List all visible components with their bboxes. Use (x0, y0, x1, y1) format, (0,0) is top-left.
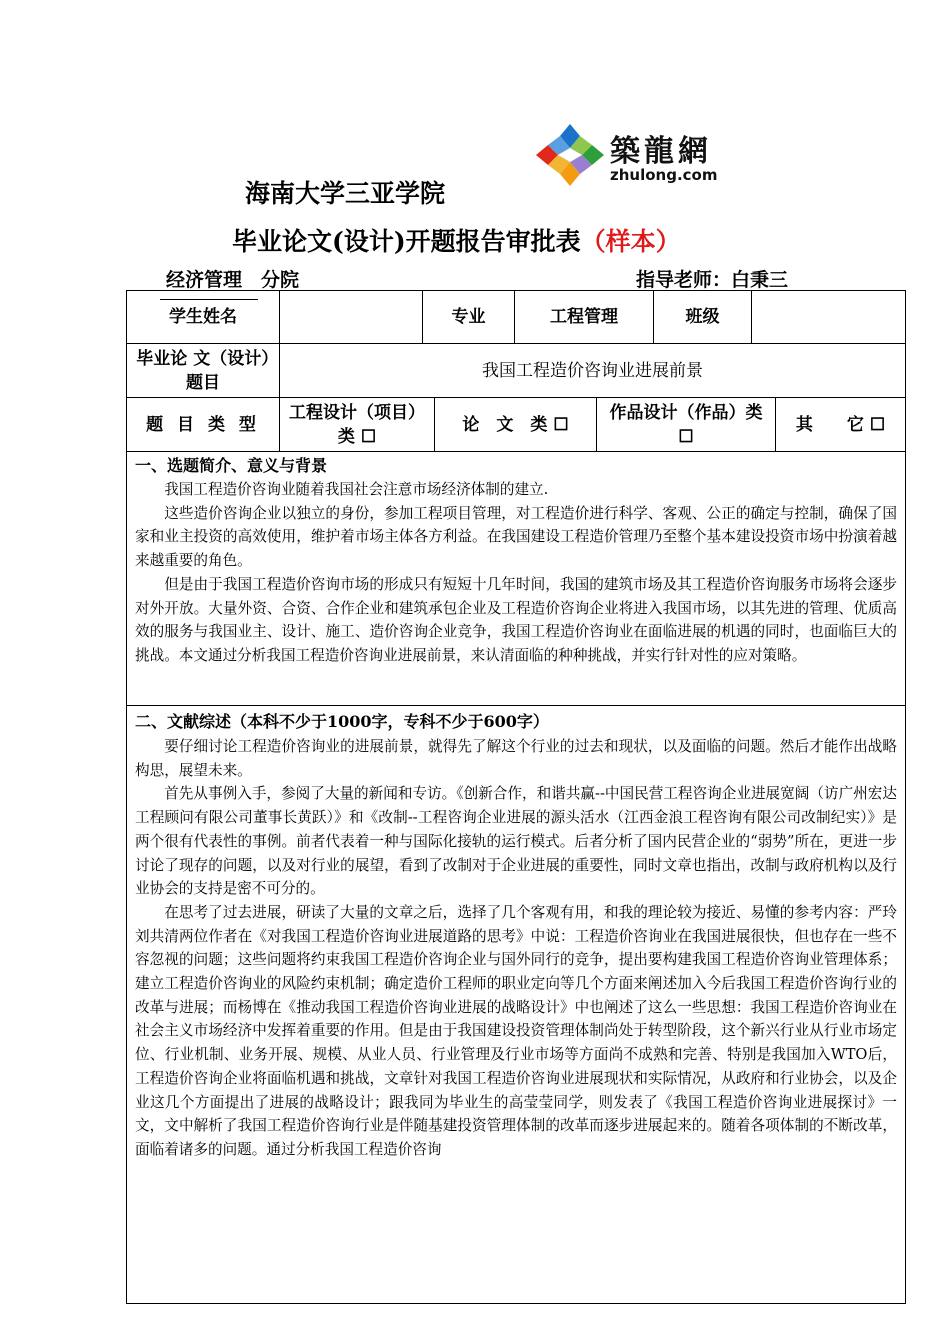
form-title-main: 毕业论文(设计)开题报告审批表 (232, 227, 581, 256)
department-label: 经济管理 分院 (166, 269, 300, 291)
school-name: 海南大学三亚学院 (245, 179, 446, 208)
section-2-paragraph: 在思考了过去进展，研读了大量的文章之后，选择了几个客观有用，和我的理论较为接近、易懂的参考内容：严玲 刘共清两位作者在《对我国工程造价咨询业进展道路的思考》中说：工程造价咨询业在我国进展很快，但也存在一些不容忽视的问题；这些问题将约束我国工程造价咨询企业与国外同行的竞争，提出要构建我国工程造价咨询业管理体系；建立工程造价咨询业的风险约束机制；确定造价工程师的职业定向等几个方面来阐述加入今后我国工程造价咨询行业的改革与进展；而杨博在《推动我国工程造价咨询业进展的战略设计》中也阐述了这么一些思想：我国工程造价咨询业在社会主义市场经济中发挥着重要的作用。但是由于我国建设投资管理体制尚处于转型阶段，这个新兴行业从行业市场定位、行业机制、业务开展、规模、从业人员、行业管理及行业市场等方面尚不成熟和完善、特别是我国加入WTO后，工程造价咨询企业将面临机遇和挑战，文章针对我国工程造价咨询业进展现状和实际情况，从政府和行业协会，以及企业这几个方面提出了进展的战略设计；跟我同为毕业生的高莹莹同学，则发表了《我国工程造价咨询业进展探讨》一文，文中解析了我国工程造价咨询行业是伴随基建投资管理体制的改革而逐步进展起来的。随着各项体制的不断改革，面临着诸多的问题。通过分析我国工程造价咨询 (135, 903, 912, 1158)
section-1-paragraph: 但是由于我国工程造价咨询市场的形成只有短短十几年时间，我国的建筑市场及其工程造价咨询服务市场将会逐步对外开放。大量外资、合资、合作企业和建筑承包企业及工程造价咨询企业将进入我国市场，以其先进的管理、优质高效的服务与我国业主、设计、施工、造价咨询企业竞争，我国工程造价咨询业在面临进展的机遇的同时，也面临巨大的挑战。本文通过分析我国工程造价咨询业进展前景，来认清面临的种种挑战，并实行针对性的应对策略。 (135, 575, 897, 664)
topic-value: 我国工程造价咨询业进展前景 (482, 360, 703, 381)
major-value: 工程管理 (550, 307, 618, 327)
section-1-title: 一、选题简介、意义与背景 (135, 456, 328, 475)
section-2-paragraph: 要仔细讨论工程造价咨询业的进展前景，就得先了解这个行业的过去和现状，以及面临的问题。然后才能作出战略构思，展望未来。 (135, 738, 897, 779)
advisor-label: 指导老师：白秉三 (636, 269, 789, 291)
col-divider (596, 397, 597, 451)
class-field[interactable] (752, 291, 905, 343)
section-2-body (135, 735, 912, 1162)
form-title-sample-tag: （样本） (580, 227, 681, 256)
class-label: 班级 (685, 307, 720, 327)
student-name-field[interactable] (280, 291, 422, 343)
form-title (232, 222, 681, 258)
section-2-title: 二、文献综述（本科不少于1000字，专科不少于600字） (135, 712, 549, 731)
section-2-paragraph: 首先从事例入手，参阅了大量的新闻和专访。《创新合作，和谐共赢--中国民营工程咨询企业进展宽阔（访广州宏达工程顾问有限公司董事长黄跃）》和《改制--工程咨询企业进展的源头活水（江西金浪工程咨询有限公司改制纪实）》是两个很有代表性的事例。前者代表着一种与国际化接轨的运行模式。后者分析了国内民营企业的“弱势”所在，更进一步讨论了现存的问题，以及对行业的展望，看到了改制对于企业进展的重要性，同时文章也指出，改制与政府机构以及行业协会的支持是密不可分的。 (135, 785, 897, 898)
logo-emblem-icon (532, 122, 608, 188)
row-divider (127, 451, 905, 452)
logo-english-text: zhulong.com (610, 166, 718, 184)
section-1-body (135, 478, 897, 668)
topic-label: 毕业论 文（设计）题目 (136, 348, 270, 393)
topic-type-label: 题 目 类 型 (146, 414, 260, 435)
logo-chinese-text: 築龍網 (610, 134, 712, 169)
type-option-work-design[interactable]: 作品设计（作品）类 ☐ (609, 402, 763, 447)
section-1-paragraph: 这些造价咨询企业以独立的身份，参加工程项目管理，对工程造价进行科学、客观、公正的确定与控制，确保了国家和业主投资的高效使用，维护着市场主体各方利益。在我国建设工程造价管理乃至整个基本建设投资市场中扮演着越来越重要的角色。 (135, 504, 897, 570)
major-label: 专业 (451, 307, 486, 327)
approval-form-table (126, 290, 912, 1304)
zhulong-logo (532, 122, 747, 188)
type-option-engineering-design[interactable]: 工程设计（项目）类 ☐ (289, 402, 425, 447)
section-1-paragraph: 我国工程造价咨询业随着我国社会注意市场经济体制的建立. (164, 481, 549, 498)
student-name-label: 学生姓名 (169, 307, 237, 327)
type-option-other[interactable]: 其 它 ☐ (795, 414, 886, 435)
type-option-thesis[interactable]: 论 文 类 ☐ (462, 414, 569, 435)
row-divider (127, 705, 905, 706)
